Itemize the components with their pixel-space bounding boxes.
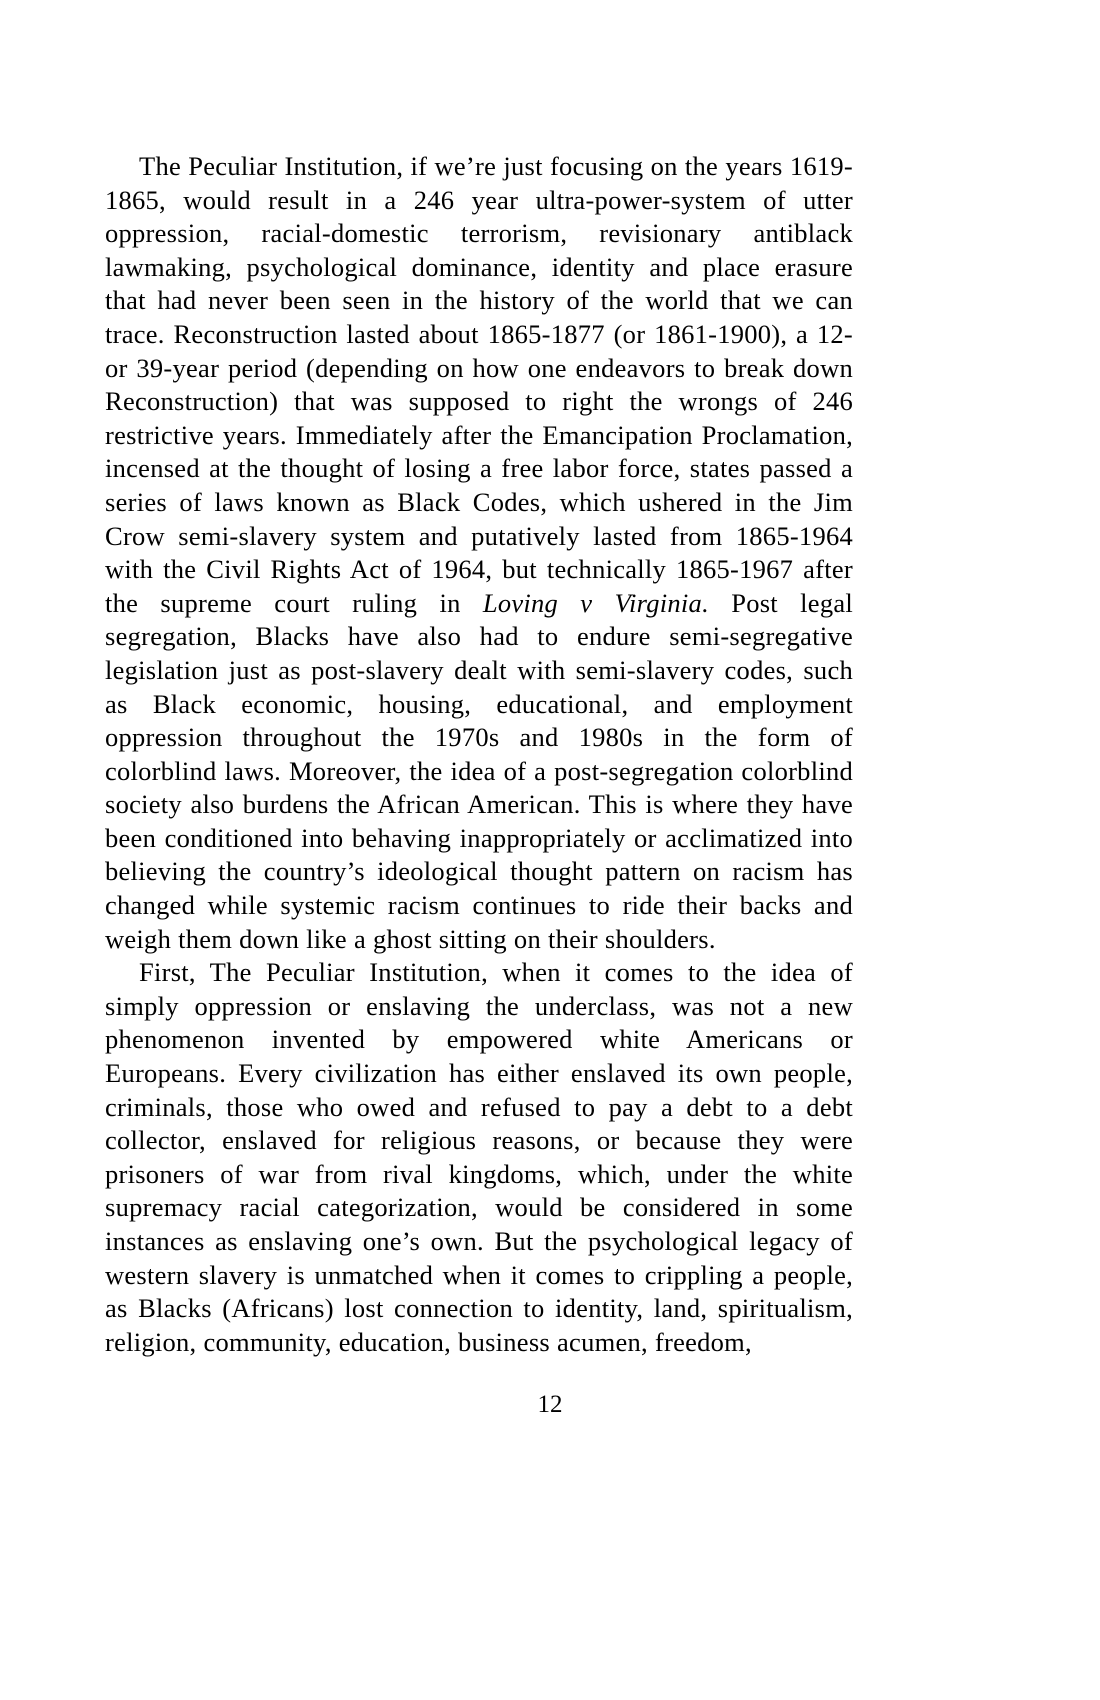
- paragraph-1-text-before-italic: The Peculiar Institution, if we’re just focusing on the years 1619-1865, would result in a 246 year ultra-power-system of utter oppression, racial-domestic terrorism, revisionary antiblack lawmaking, psychological dominance, identity and place erasure that had never been seen in the history of the world that we can trace. Reconstruction lasted about 1865-1877 (or 1861-1900), a 12- or 39-year period (depending on how one endeavors to break down Reconstruction) that was supposed to right the wrongs of 246 restrictive years. Immediately after the Emancipation Proclamation, incensed at the thought of losing a free labor force, states passed a series of laws known as Black Codes, which ushered in the Jim Crow semi-slavery system and putatively lasted from 1865-1964 with the Civil Rights Act of 1964, but technically 1865-1967 after the supreme court ruling in: [105, 151, 853, 618]
- paragraph-1-text-after-italic: Post legal segregation, Blacks have also had to endure semi-segregative legislation just as post-slavery dealt with semi-slavery codes, such as Black economic, housing, educational, and employment oppression throughout the 1970s and 1980s in the form of colorblind laws. Moreover, the idea of a post-segregation colorblind society also burdens the African American. This is where they have been conditioned into behaving inappropriately or acclimatized into believing the country’s ideological thought pattern on racism has changed while systemic racism continues to ride their backs and weigh them down like a ghost sitting on their shoulders.: [105, 587, 854, 954]
- paragraph-2-text: First, The Peculiar Institution, when it comes to the idea of simply oppression or enslaving the underclass, was not a new phenomenon invented by empowered white Americans or Europeans. Every civilization has either enslaved its own people, criminals, those who owed and refused to pay a debt to a debt collector, enslaved for religious reasons, or because they were prisoners of war from rival kingdoms, which, under the white supremacy racial categorization, would be considered in some instances as enslaving one’s own. But the psychological legacy of western slavery is unmatched when it comes to crippling a people, as Blacks (Africans) lost connection to identity, land, spiritualism, religion, community, education, business acumen, freedom,: [105, 957, 853, 1357]
- page-text-block: [105, 150, 853, 1359]
- case-citation-loving-v-virginia: Loving v Virginia.: [482, 587, 709, 618]
- page-number: 12: [537, 1391, 563, 1418]
- body-paragraph-1: [105, 150, 853, 956]
- body-paragraph-2: [105, 956, 853, 1359]
